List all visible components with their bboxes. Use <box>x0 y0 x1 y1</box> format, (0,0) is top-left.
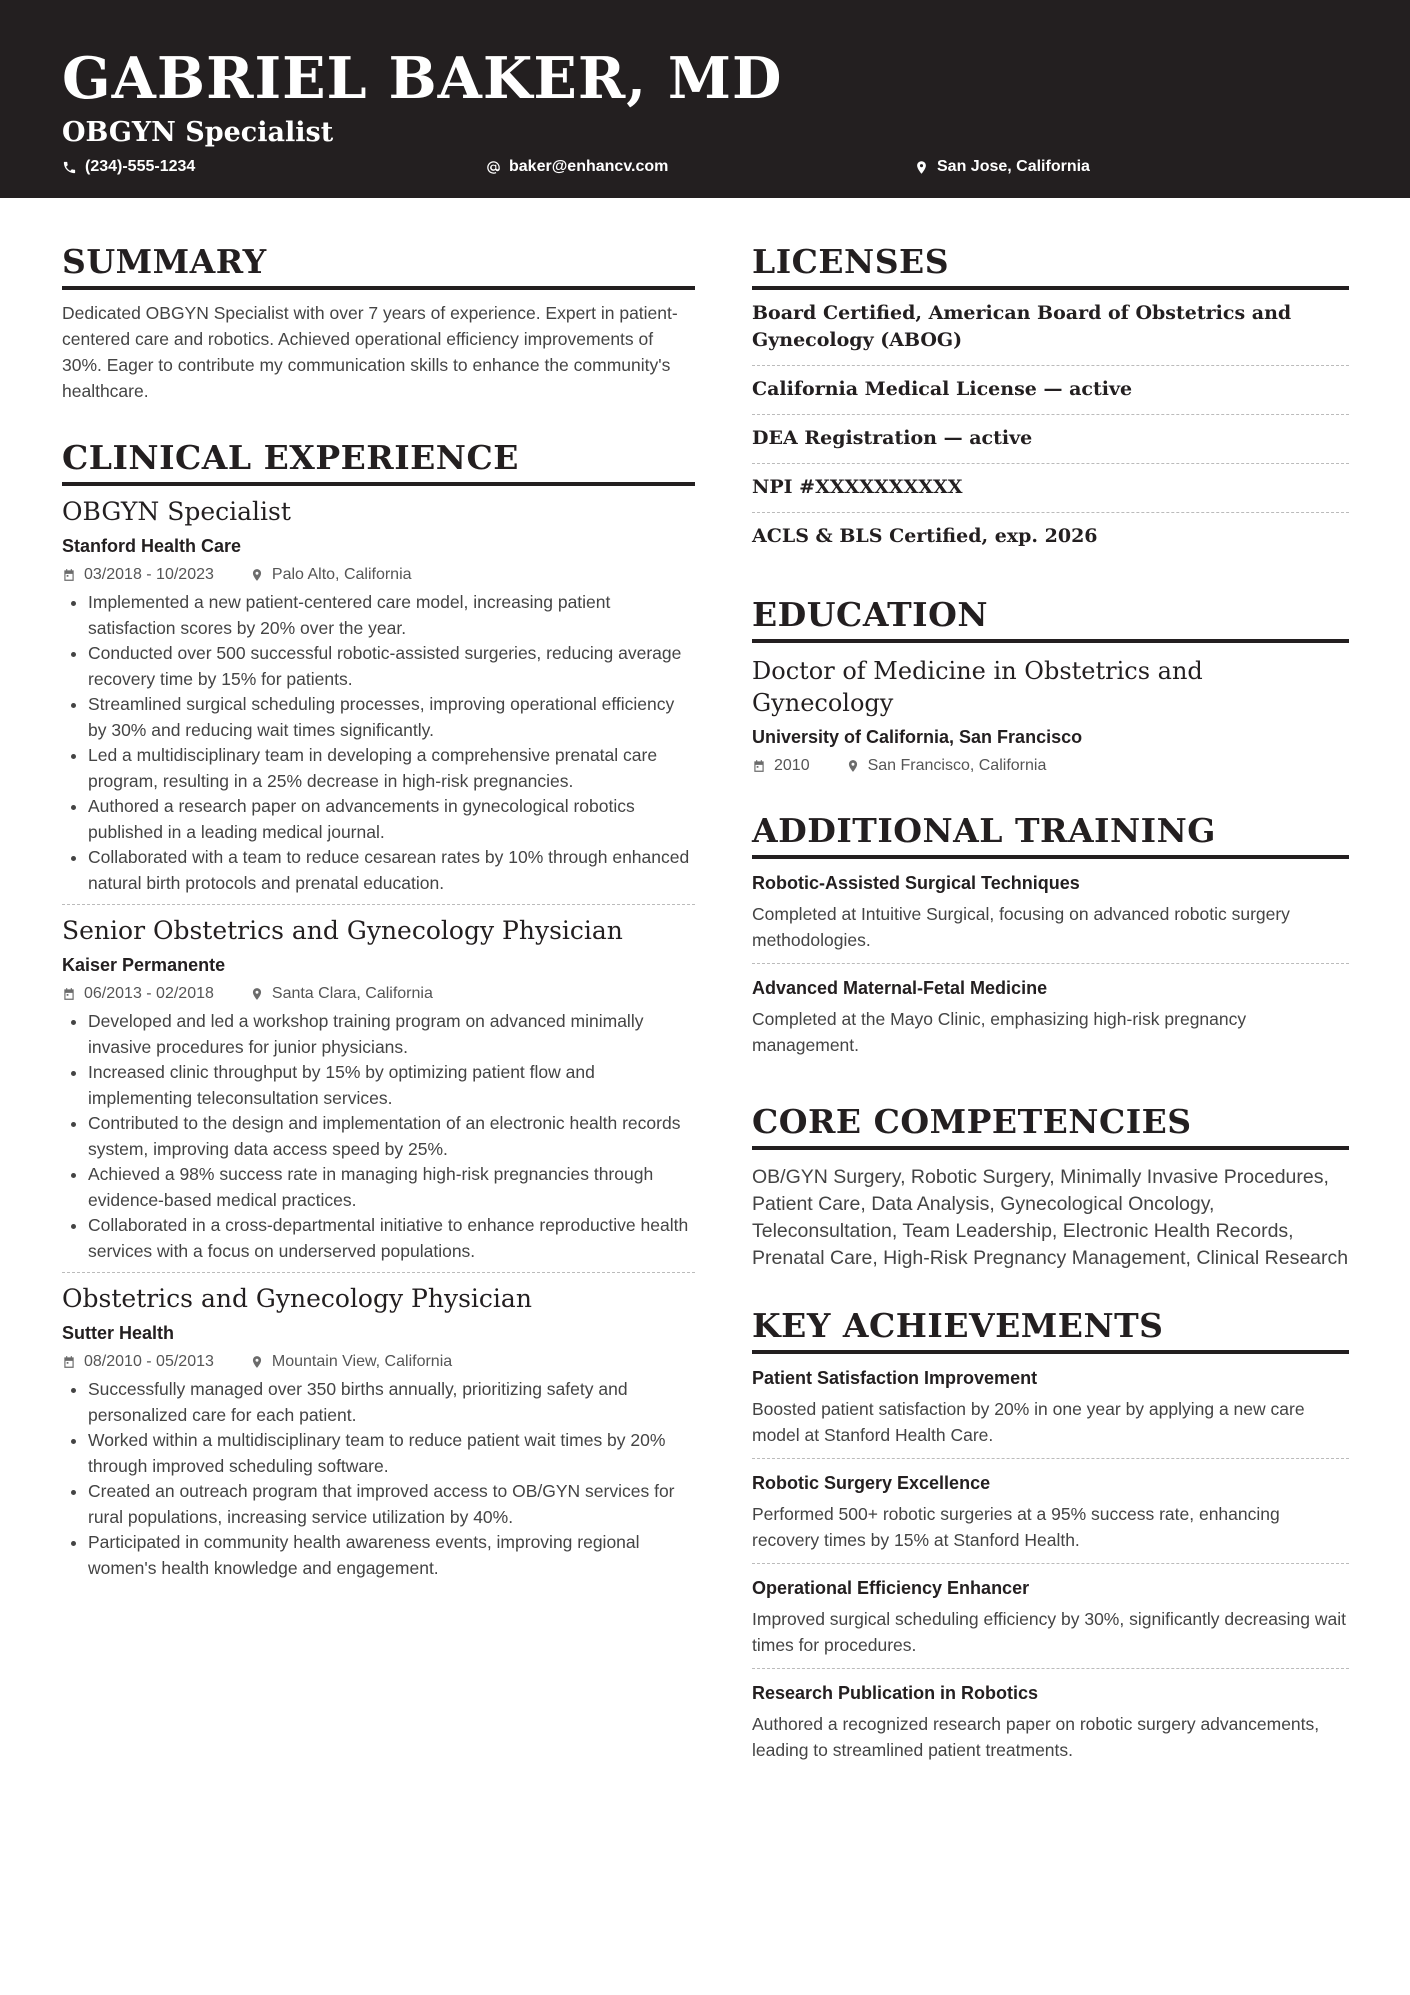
license-item: California Medical License — active <box>752 366 1349 415</box>
map-pin-icon <box>250 568 264 582</box>
experience-heading: CLINICAL EXPERIENCE <box>62 438 695 486</box>
license-item: DEA Registration — active <box>752 415 1349 464</box>
competencies-heading: CORE COMPETENCIES <box>752 1102 1349 1150</box>
calendar-icon <box>62 987 76 1001</box>
left-column <box>62 242 695 1623</box>
job-meta <box>62 564 695 586</box>
degree-title: Doctor of Medicine in Obstetrics and Gynecology <box>752 657 1203 717</box>
license-list <box>752 290 1349 561</box>
training-title: Advanced Maternal-Fetal Medicine <box>752 978 1048 998</box>
experience-section <box>62 438 695 1589</box>
bullet-item: • Increased clinic throughput by 15% by optimizing patient flow and implementing teleconsultation services. <box>88 1060 695 1111</box>
bullet-item: • Collaborated with a team to reduce cesarean rates by 10% through enhanced natural birth protocols and prenatal education. <box>88 845 695 896</box>
job-bullets <box>62 1009 695 1264</box>
job-bullets <box>62 590 695 896</box>
achievement-item <box>752 1459 1349 1564</box>
job-meta <box>62 1351 695 1373</box>
summary-text: Dedicated OBGYN Specialist with over 7 years of experience. Expert in patient-centered care and robotics. Achieved operational efficiency improvements of 30%. Eager to contribute my communication skills to enhance the community's healthcare. <box>62 303 678 401</box>
license-item: ACLS & BLS Certified, exp. 2026 <box>752 525 1098 547</box>
training-item <box>752 964 1349 1068</box>
job-entry <box>62 1272 695 1589</box>
bullet-item: • Authored a research paper on advancements in gynecological robotics published in a leading medical journal. <box>88 794 695 845</box>
job-dates: 03/2018 - 10/2023 <box>84 566 214 583</box>
company-name: Stanford Health Care <box>62 536 242 556</box>
phone-text: (234)-555-1234 <box>85 158 196 175</box>
company-name: Sutter Health <box>62 1323 175 1343</box>
job-meta <box>62 983 695 1005</box>
bullet-item: • Streamlined surgical scheduling processes, improving operational efficiency by 30% and reducing wait times significantly. <box>88 692 695 743</box>
job-location: Palo Alto, California <box>271 566 412 583</box>
job-title: Senior Obstetrics and Gynecology Physician <box>62 916 623 945</box>
training-description: Completed at Intuitive Surgical, focusing on advanced robotic surgery methodologies. <box>752 904 1290 950</box>
bullet-item: • Conducted over 500 successful robotic-assisted surgeries, reducing average recovery time by 15% for patients. <box>88 641 695 692</box>
competencies-text: OB/GYN Surgery, Robotic Surgery, Minimally Invasive Procedures, Patient Care, Data Analysis, Gynecological Oncology, Teleconsultation, Team Leadership, Electronic Health Records, Prenatal Care, High-Risk Pregnancy Management, Clinical Research <box>752 1166 1349 1269</box>
achievement-description: Improved surgical scheduling efficiency by 30%, significantly decreasing wait times for procedures. <box>752 1609 1347 1655</box>
calendar-icon <box>62 568 76 582</box>
education-year: 2010 <box>774 757 810 774</box>
achievement-item <box>752 1354 1349 1459</box>
map-pin-icon <box>846 759 860 773</box>
bullet-item: • Participated in community health awareness events, improving regional women's health knowledge and engagement. <box>88 1530 695 1581</box>
education-section <box>752 595 1349 777</box>
company-name: Kaiser Permanente <box>62 955 226 975</box>
bullet-item: • Contributed to the design and implementation of an electronic health records system, improving data access speed by 25%. <box>88 1111 695 1162</box>
contact-info <box>62 158 1348 188</box>
at-icon <box>486 160 501 175</box>
education-heading: EDUCATION <box>752 595 1349 643</box>
resume-header <box>0 0 1410 198</box>
right-column <box>752 242 1349 1807</box>
job-title: Obstetrics and Gynecology Physician <box>62 1284 532 1313</box>
license-item: Board Certified, American Board of Obstetrics and Gynecology (ABOG) <box>752 290 1349 366</box>
candidate-title: OBGYN Specialist <box>62 117 334 148</box>
job-dates: 06/2013 - 02/2018 <box>84 985 214 1002</box>
competencies-section <box>752 1102 1349 1272</box>
bullet-item: • Implemented a new patient-centered care model, increasing patient satisfaction scores by 20% over the year. <box>88 590 695 641</box>
location-text: San Jose, California <box>937 158 1090 175</box>
job-entry <box>62 904 695 1272</box>
job-bullets <box>62 1377 695 1581</box>
bullet-item: • Worked within a multidisciplinary team to reduce patient wait times by 20% through improved scheduling software. <box>88 1428 695 1479</box>
bullet-item: • Successfully managed over 350 births annually, prioritizing safety and personalized care for each patient. <box>88 1377 695 1428</box>
calendar-icon <box>752 759 766 773</box>
map-pin-icon <box>250 987 264 1001</box>
email-text: baker@enhancv.com <box>509 158 669 175</box>
achievements-section <box>752 1306 1349 1773</box>
job-location: Santa Clara, California <box>271 985 433 1002</box>
training-heading: ADDITIONAL TRAINING <box>752 811 1349 859</box>
map-pin-icon <box>914 160 929 175</box>
job-entry <box>62 496 695 904</box>
training-item <box>752 859 1349 964</box>
training-description: Completed at the Mayo Clinic, emphasizing high-risk pregnancy management. <box>752 1009 1247 1055</box>
education-meta <box>752 755 1349 777</box>
achievement-item <box>752 1564 1349 1669</box>
calendar-icon <box>62 1355 76 1369</box>
licenses-heading: LICENSES <box>752 242 1349 290</box>
candidate-name: GABRIEL BAKER, MD <box>62 45 783 112</box>
achievement-description: Performed 500+ robotic surgeries at a 95% success rate, enhancing recovery times by 15% at Stanford Health. <box>752 1504 1280 1550</box>
achievement-item <box>752 1669 1349 1773</box>
summary-heading: SUMMARY <box>62 242 695 290</box>
school-name: University of California, San Francisco <box>752 727 1083 747</box>
summary-section <box>62 242 695 404</box>
job-location: Mountain View, California <box>271 1353 453 1370</box>
license-item: NPI #XXXXXXXXXX <box>752 464 1349 513</box>
contact-email[interactable] <box>486 158 668 176</box>
bullet-item: • Created an outreach program that improved access to OB/GYN services for rural populations, increasing service utilization by 40%. <box>88 1479 695 1530</box>
phone-icon <box>62 160 77 175</box>
education-location: San Francisco, California <box>867 757 1047 774</box>
achievement-title: Research Publication in Robotics <box>752 1683 1039 1703</box>
achievement-description: Boosted patient satisfaction by 20% in one year by applying a new care model at Stanford Health Care. <box>752 1399 1305 1445</box>
bullet-item: • Developed and led a workshop training program on advanced minimally invasive procedures for junior physicians. <box>88 1009 695 1060</box>
training-title: Robotic-Assisted Surgical Techniques <box>752 873 1080 893</box>
job-title: OBGYN Specialist <box>62 497 291 526</box>
bullet-item: • Led a multidisciplinary team in developing a comprehensive prenatal care program, resulting in a 25% decrease in high-risk pregnancies. <box>88 743 695 794</box>
achievement-description: Authored a recognized research paper on robotic surgery advancements, leading to streamlined patient treatments. <box>752 1714 1320 1760</box>
map-pin-icon <box>250 1355 264 1369</box>
contact-location <box>914 158 1090 176</box>
achievement-title: Operational Efficiency Enhancer <box>752 1578 1030 1598</box>
training-section <box>752 811 1349 1068</box>
bullet-item: • Achieved a 98% success rate in managing high-risk pregnancies through evidence-based medical practices. <box>88 1162 695 1213</box>
achievement-title: Robotic Surgery Excellence <box>752 1473 991 1493</box>
contact-phone <box>62 158 195 176</box>
job-dates: 08/2010 - 05/2013 <box>84 1353 214 1370</box>
achievements-heading: KEY ACHIEVEMENTS <box>752 1306 1349 1354</box>
licenses-section <box>752 242 1349 561</box>
bullet-item: • Collaborated in a cross-departmental initiative to enhance reproductive health services with a focus on underserved populations. <box>88 1213 695 1264</box>
achievement-title: Patient Satisfaction Improvement <box>752 1368 1038 1388</box>
